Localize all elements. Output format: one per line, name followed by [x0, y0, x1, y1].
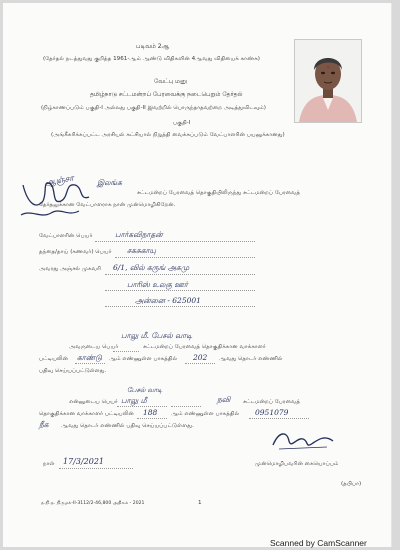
para2-serial-value: 0951079 — [255, 408, 289, 417]
address-label: அவரது அஞ்சல் முகவரி — [39, 266, 102, 272]
para2-name-value-top: பேசல் வாடி — [127, 386, 163, 394]
candidate-photo — [294, 39, 362, 123]
address-value-2: பாரிஸ் உலகு ஊர் — [127, 280, 188, 289]
para2-constituency-line — [171, 406, 201, 407]
address-value-3: அன்னை - 625001 — [135, 296, 201, 305]
candidate-name-label: வேட்பாளரின் பெயர் — [39, 233, 93, 239]
page-number: 1 — [198, 500, 202, 506]
part-note: (அங்கீகரிக்கப்பட்ட அரசியல் கட்சியால் நிறுத்தி வைக்கப்படும் வேட்பாளரின் பயனுக்கானது) — [51, 132, 285, 138]
press-line: த.நி.த. நிருமக்-II-3112/2-46,800 அதிகம் - 2021 — [41, 501, 145, 506]
proposer-signature — [269, 427, 339, 455]
para2-text-a: என்னுடைய பெயர் — [69, 399, 118, 405]
para2-serial-line — [249, 418, 309, 419]
para2-text-e: ஆவது தொடர் எண்ணில் பதிவு செய்யப்பட்டுள்ளது. — [61, 423, 194, 429]
para1-serial-line — [75, 363, 105, 364]
address-line-3 — [105, 306, 255, 307]
constituency-handwritten: இலங்க — [97, 178, 122, 187]
date-value: 17/3/2021 — [63, 457, 105, 466]
para2-name-value: பாலு மீ — [121, 396, 147, 405]
form-label: படிவம் 2ஆ — [136, 43, 170, 50]
camscanner-watermark: Scanned by CamScanner — [270, 538, 367, 548]
father-name-label: தந்தை/தாய் (கணவர்) பெயர் — [39, 249, 112, 255]
proposer-signature-label: முன்மொழிபவரின் கையொப்பம் — [255, 461, 339, 467]
candidate-name-line — [95, 241, 255, 242]
para2-part-line — [137, 418, 167, 419]
applicable-note: (நிழ்காணப்படும் பகுதி-I அல்லது பகுதி-II இவற்றில் பொருந்தாதவற்றை அடித்துவிடவும்) — [41, 105, 266, 111]
address-line-2 — [105, 290, 255, 291]
election-title: தமிழ்நாடு சட்டமன்றப் பேரவைக்கு நடைபெறும் தேர்தல் — [90, 91, 243, 98]
turn-over-note: (தபிபா) — [341, 481, 362, 487]
part-heading: பகுதி-I — [173, 120, 191, 126]
para1-text-e: ஆவது தொடர் எண்ணில் — [219, 356, 283, 362]
para2-text-d: ஆம் எண்ணுள்ள பாகத்தில் — [171, 411, 240, 417]
nomination-form-page — [3, 3, 392, 547]
para1-name-value: பாலு மீ. பேசல் வாடி — [121, 331, 193, 340]
body-line-1: சட்டமன்றப் பேரவைத் தொகுதியிலிருந்து சட்டமன்றப் பேரவைத் — [137, 190, 301, 196]
para1-name-line — [113, 351, 139, 352]
address-line-1 — [105, 274, 255, 275]
margin-note: ஆஞ்சா — [44, 173, 75, 189]
para2-part-value: 188 — [143, 408, 158, 417]
para2-constituency-value: நவி — [217, 395, 231, 404]
para1-text-c: பட்டியலின் — [39, 356, 68, 362]
para1-text-a: அவருடைய பெயர் — [69, 344, 119, 350]
para1-text-b: சட்டமன்றப் பேரவைத் தொகுதிக்கான வாக்காளர் — [143, 344, 266, 350]
para1-text-d: ஆம் எண்ணுள்ள பாகத்தில் — [109, 356, 178, 362]
para2-name-line — [117, 406, 167, 407]
rules-reference: (தேர்தல் நடத்துவது குறித்த 1961-ஆம் ஆண்டு விதிகளின் 4ஆவது விதியைக் காண்க) — [43, 56, 260, 62]
body-line-2: தேர்தலுக்கான வேட்பாளராக நான் முன்மொழிகிறேன். — [39, 202, 176, 208]
portrait-image — [295, 40, 361, 122]
nomination-paper-title: வேட்பு மனு — [154, 78, 187, 85]
para1-part-line — [185, 363, 215, 364]
father-name-value: சகசுகாயு — [127, 246, 156, 255]
para2-text-c: தொகுதிக்கான வாக்காளர் பட்டியலின் — [39, 411, 134, 417]
father-name-line — [115, 257, 255, 258]
para2-text-b: சட்டமன்றப் பேரவைத் — [243, 399, 300, 405]
address-value-1: 6/1, வில் கருங் அகமு — [113, 263, 190, 272]
para2-part2-value: நீக — [39, 420, 49, 429]
date-line — [59, 468, 133, 469]
para1-part-value: 202 — [193, 353, 208, 362]
candidate-name-value: பார்கவிநாதன் — [115, 230, 163, 239]
date-label: நாள் — [43, 461, 55, 467]
para1-serial-value: காண்டு — [77, 353, 102, 362]
para1-text-f: பதிவு செய்யப்பட்டுள்ளது. — [39, 368, 107, 374]
